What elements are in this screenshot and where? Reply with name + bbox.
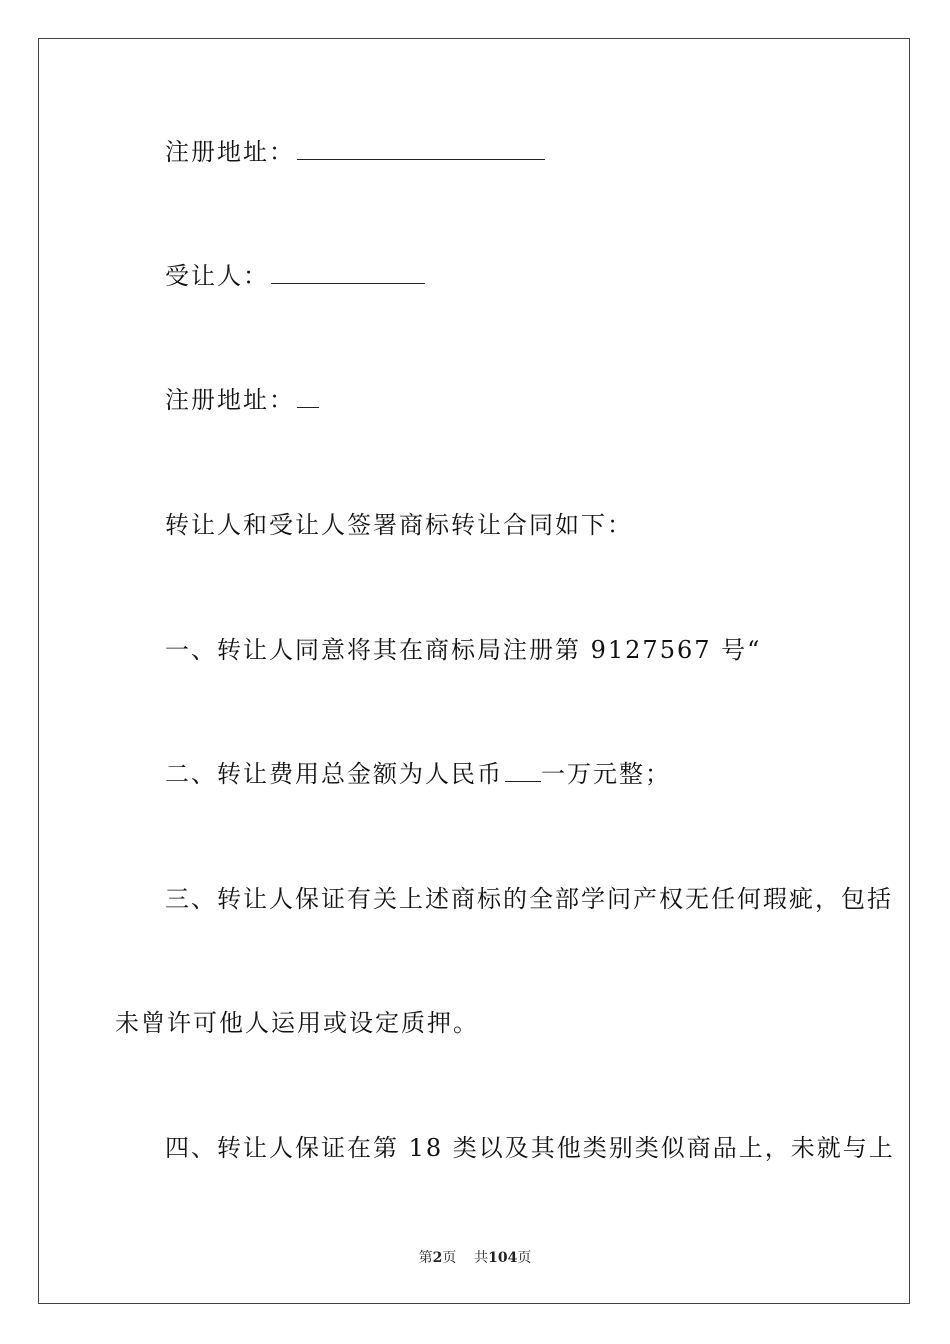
page-footer (0, 1248, 950, 1268)
clause-1: 一、转让人同意将其在商标局注册第 9127567 号“ (165, 636, 762, 664)
transferee-blank (271, 261, 425, 284)
footer-total-prefix: 共 (474, 1250, 489, 1266)
clause-4-line-1: 四、转让人保证在第 18 类以及其他类别类似商品上，未就与上 (165, 1134, 895, 1162)
clause-2-blank (505, 759, 541, 782)
paragraph-intro: 转让人和受让人签署商标转让合同如下： (165, 511, 633, 539)
clause-3-line-1: 三、转让人保证有关上述商标的全部学问产权无任何瑕疵，包括 (165, 885, 893, 913)
registered-address-line-2 (165, 385, 319, 415)
footer-page-number: 2 (432, 1250, 443, 1266)
page-border (38, 38, 910, 1304)
footer-total-suffix: 页 (517, 1250, 532, 1266)
footer-total-pages: 104 (488, 1250, 518, 1266)
footer-page-prefix: 第 (418, 1250, 433, 1266)
transferee-label: 受让人： (165, 262, 269, 290)
clause-2 (165, 759, 671, 789)
clause-3-line-2: 未曾许可他人运用或设定质押。 (115, 1009, 479, 1037)
footer-page-suffix: 页 (442, 1250, 457, 1266)
registered-address-blank-2 (297, 385, 319, 408)
registered-address-label: 注册地址： (165, 138, 295, 166)
transferee-line (165, 261, 425, 291)
registered-address-blank (297, 137, 545, 160)
registered-address-label-2: 注册地址： (165, 386, 295, 414)
clause-2-after: 一万元整； (541, 760, 671, 788)
clause-2-before: 二、转让费用总金额为人民币 (165, 760, 503, 788)
registered-address-line-1 (165, 137, 545, 167)
